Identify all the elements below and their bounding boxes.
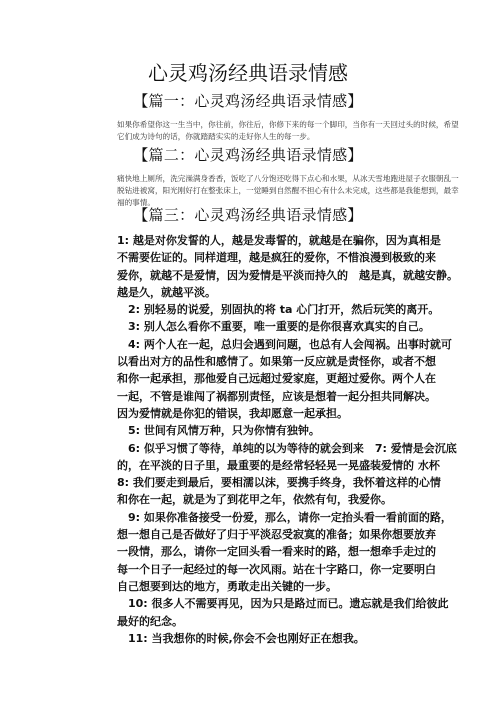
section-3-heading: 【篇三：心灵鸡汤经典语录情感】 bbox=[133, 206, 363, 224]
body-line: 9: 如果你准备接受一份爱，那么，请你一定抬头看一看前面的路， bbox=[117, 510, 452, 524]
body-line: 爱你，就越不是爱情，因为爱情是平淡而持久的 越是真，就越安静。 bbox=[117, 268, 458, 282]
section-2-line-2: 脱钻进被窝，阳光刚好打在整张床上，一觉睡到自然醒不担心有什么未完成，这些都是我能想到，最幸 bbox=[117, 186, 459, 195]
body-line: 最好的纪念。 bbox=[117, 614, 183, 628]
body-line: 11: 当我想你的时候,你会不会也刚好正在想我。 bbox=[117, 631, 365, 645]
document-title: 心灵鸡汤经典语录情感 bbox=[148, 61, 348, 85]
body-line: 4: 两个人在一起，总归会遇到问题，也总有人会闯祸。出事时就可 bbox=[117, 337, 452, 351]
section-1-heading: 【篇一：心灵鸡汤经典语录情感】 bbox=[133, 92, 363, 110]
section-1-line-1: 如果你希望你这一生当中，你往前，你往后，你修下来的每一个脚印，当你有一天回过头的时候，希望 bbox=[117, 120, 459, 129]
body-line: 2: 别轻易的说爱，别固执的将 ta 心门打开，然后玩笑的离开。 bbox=[117, 303, 440, 317]
body-line: 自己想要到达的地方，勇敢走出关键的一步。 bbox=[117, 579, 337, 593]
body-line: 以看出对方的品性和感情了。如果第一反应就是责怪你，或者不想 bbox=[117, 355, 436, 369]
body-line: 8: 我们要走到最后，要相濡以沫，要携手终身，我怀着这样的心情 bbox=[117, 476, 441, 490]
body-line: 不需要佐证的。同样道理，越是疯狂的爱你，不惜浪漫到极致的来 bbox=[117, 251, 436, 265]
body-line: 5: 世间有风情万种，只为你情有独钟。 bbox=[117, 424, 320, 438]
body-line: 6: 似乎习惯了等待，单纯的以为等待的就会到来 7: 爱情是会沉底 bbox=[117, 441, 457, 455]
section-2-line-3: 福的事情。 bbox=[117, 198, 155, 207]
body-line: 想一想自己是否做好了归于平淡忍受寂寞的准备；如果你想要放弃 bbox=[117, 528, 436, 542]
body-line: 1: 越是对你发誓的人，越是发毒誓的，就越是在骗你，因为真相是 bbox=[117, 234, 441, 247]
section-2-line-1: 痛快地上厕所，洗完澡满身香香，饭吃了八分饱还吃得下点心和水果，从冰天雪地跑进屋子衣服朝乱一 bbox=[117, 174, 459, 183]
body-line: 一起，不管是谁闯了祸都别责怪，应该是想着一起分担共同解决。 bbox=[117, 389, 436, 403]
body-line: 10: 很多人不需要再见，因为只是路过而已。遗忘就是我们给彼此 bbox=[117, 597, 449, 611]
body-line: 越是久，就越平淡。 bbox=[117, 285, 216, 299]
section-3-body bbox=[117, 232, 475, 647]
body-line: 因为爱情就是你犯的错误，我却愿意一起承担。 bbox=[117, 406, 348, 420]
body-line: 和你在一起，就是为了到花甲之年，依然有句，我爱你。 bbox=[117, 493, 392, 507]
body-line: 每一个日子一起经过的每一次风雨。站在十字路口，你一定要明白 bbox=[117, 562, 436, 576]
body-line: 一段情，那么，请你一定回头看一看来时的路，想一想牵手走过的 bbox=[117, 545, 436, 559]
body-line: 3: 别人怎么看你不重要，唯一重要的是你很喜欢真实的自己。 bbox=[117, 320, 430, 334]
body-line: 和你一起承担，那他爱自己远超过爱家庭，更超过爱你。两个人在 bbox=[117, 372, 436, 386]
body-line: 的，在平淡的日子里，最重要的是经常轻轻晃一晃盛装爱情的 水杯 bbox=[117, 458, 440, 472]
section-1-line-2: 它们成为诗句的话，你就踏踏实实的走好你人生的每一步。 bbox=[117, 132, 315, 141]
section-2-heading: 【篇二：心灵鸡汤经典语录情感】 bbox=[133, 146, 363, 164]
